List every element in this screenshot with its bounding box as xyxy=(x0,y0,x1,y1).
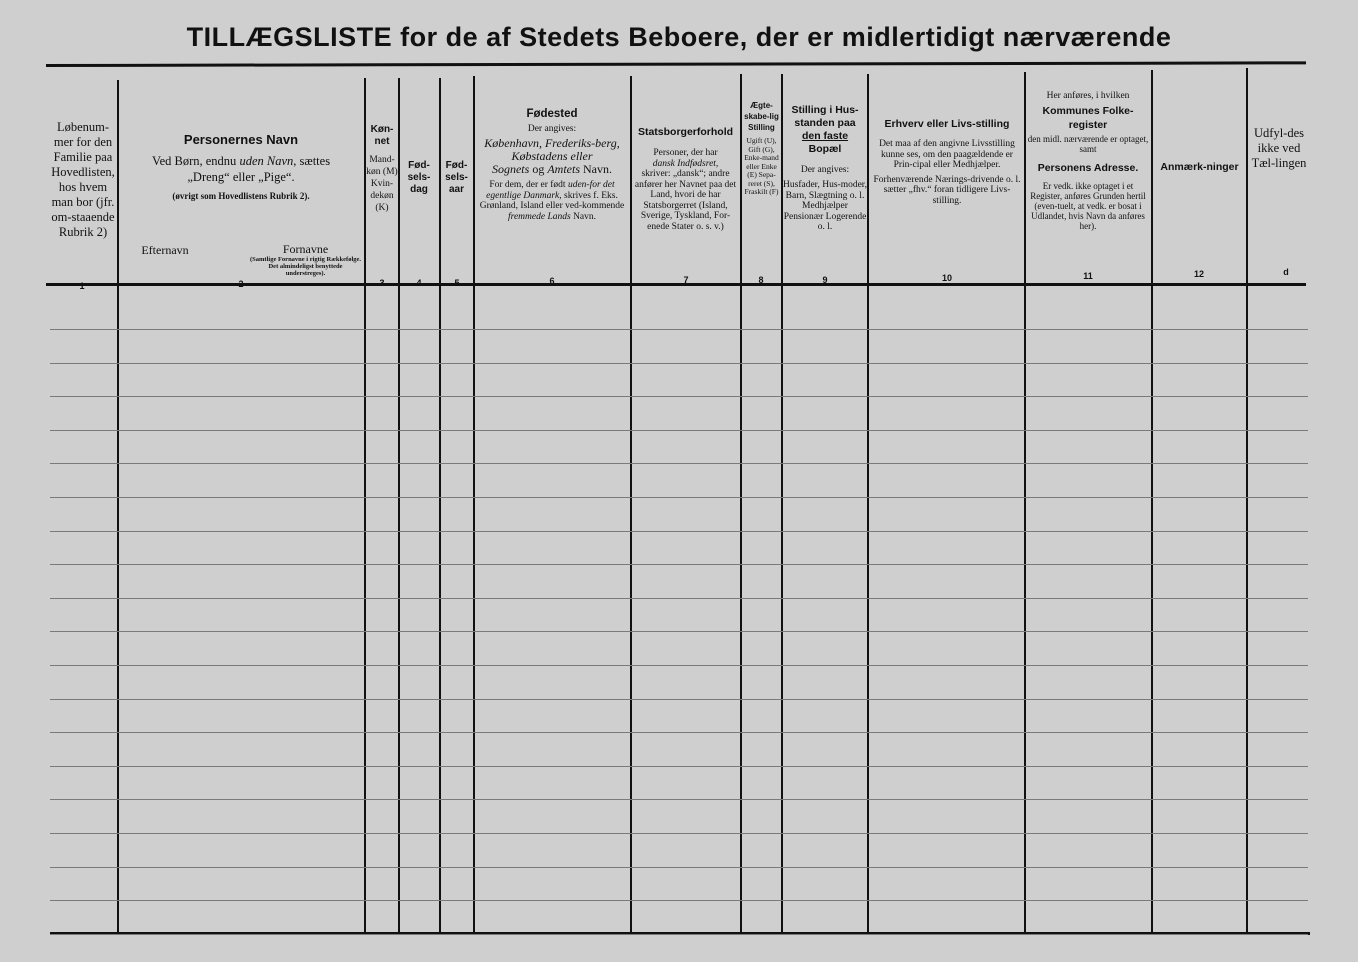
col8-text: Ugift (U), Gift (G), Enke-mand eller Enke (E) Sepa-reret (S), Fraskilt (F) xyxy=(744,136,779,196)
col3-heading: Køn-net xyxy=(370,124,394,147)
col2-note: (øvrigt som Hovedlistens Rubrik 2). xyxy=(172,191,310,201)
ruled-line xyxy=(50,934,1308,935)
ruled-line xyxy=(50,329,1308,330)
col6-l3a: For dem, der er født xyxy=(489,180,568,190)
col6-l3d: fremmede Lands xyxy=(507,211,571,222)
ruled-line xyxy=(50,799,1308,800)
col2-line1b: uden Navn xyxy=(239,154,294,168)
col13-header xyxy=(1250,126,1308,171)
col6-l2a: Sognets xyxy=(491,162,530,176)
col6-l3 xyxy=(476,180,628,222)
col6-l2 xyxy=(476,163,628,176)
col-divider xyxy=(117,80,119,932)
col-divider xyxy=(1024,72,1026,932)
col8-heading: Ægte-skabe-lig Stilling xyxy=(744,101,779,132)
col6-l2b: og xyxy=(529,162,548,176)
col1-header xyxy=(50,120,116,240)
col2-line1a: Ved Børn, endnu xyxy=(151,154,240,168)
ruled-line xyxy=(50,531,1308,532)
col9-text: Husfader, Hus-moder, Barn, Slægtning o. l. Medhjælper Pensionær Logerende o. l. xyxy=(783,180,867,232)
col-divider xyxy=(398,78,400,932)
col3-header xyxy=(366,124,398,214)
ruled-line xyxy=(50,396,1308,397)
col11-heading2: Personens Adresse. xyxy=(1037,162,1139,174)
ruled-line xyxy=(50,867,1308,868)
ruled-line xyxy=(50,463,1308,464)
col6-l2c: Amtets xyxy=(547,162,580,176)
col-divider xyxy=(867,74,869,932)
col6-l2d: Navn. xyxy=(580,162,612,176)
col-divider xyxy=(473,76,475,932)
col6-header xyxy=(476,108,628,222)
col7-text2: dansk Indfødsret, xyxy=(652,158,719,169)
col13-number: d xyxy=(1283,267,1289,277)
col7-number: 7 xyxy=(683,275,689,285)
col11-text1: den midl. nærværende er optaget, samt xyxy=(1027,134,1149,154)
col3-text: Mand-køn (M) Kvin-dekøn (K) xyxy=(366,155,398,213)
col9-heading3: Bopæl xyxy=(808,143,842,155)
col13-text: Udfyl-des ikke ved Tæl-lingen xyxy=(1251,126,1307,170)
col6-l3c: skrives f. Eks. Grønland, Island eller ved-kommende xyxy=(479,190,625,211)
ruled-line xyxy=(50,732,1308,733)
col6-l1: København, Frederiks-berg, Købstadens eller xyxy=(484,136,620,163)
ruled-line xyxy=(50,900,1308,901)
col2-line1 xyxy=(122,153,360,169)
col-divider xyxy=(740,74,742,932)
col6-l3e: Navn. xyxy=(570,211,597,222)
col2-line2: „Dreng“ eller „Pige“. xyxy=(187,170,295,184)
col9-sub: Der angives: xyxy=(800,165,850,175)
col10-text1: Det maa af den angivne Livsstilling kunne ses, om den paagældende er Prin-cipal eller Medhjælper. xyxy=(879,139,1015,170)
col12-header xyxy=(1153,160,1246,174)
col10-header xyxy=(872,116,1022,206)
col10-heading: Erhverv eller Livs-stilling xyxy=(884,118,1010,130)
col-divider xyxy=(1246,68,1248,932)
col11-top: Her anføres, i hvilken xyxy=(1046,91,1130,101)
col11-header xyxy=(1027,90,1149,231)
col10-number: 10 xyxy=(941,273,952,283)
col11-heading: Kommunes Folke-register xyxy=(1042,105,1134,131)
col11-text2: Er vedk. ikke optaget i et Register, anføres Grunden hertil (even-tuelt, at vedk. er bosat i Udlandet, hvis Navn da anføres her). xyxy=(1030,181,1146,231)
col3-number: 3 xyxy=(379,278,385,288)
col2-number: 2 xyxy=(238,279,244,289)
col9-heading1: Stilling i Hus-standen paa xyxy=(791,104,859,129)
col1-text: Løbenum-mer for den Familie paa Hovedlisten, hos hvem man bor (jfr. om-staaende Rubrik 2) xyxy=(51,120,115,239)
col-divider xyxy=(439,78,441,932)
col6-sub: Der angives: xyxy=(527,124,577,134)
ruled-line xyxy=(50,363,1308,364)
col6-heading: Fødested xyxy=(526,108,578,120)
col12-number: 12 xyxy=(1193,269,1204,279)
col7-text3: skriver: „dansk“; andre anfører her Navnet paa det Land, hvori de har Statsborgerret (Island, Sverige, Tyskland, For-enede Stater o. s. v.) xyxy=(634,169,737,232)
col2-heading: Personernes Navn xyxy=(183,132,299,147)
col9-heading2: den faste xyxy=(801,130,849,142)
ruled-line xyxy=(50,497,1308,498)
ruled-line xyxy=(50,430,1308,431)
col2-efternavn: Efternavn xyxy=(141,244,189,256)
col2-fornavne: Fornavne xyxy=(282,243,329,256)
ruled-line xyxy=(50,564,1308,565)
col5-number: 5 xyxy=(454,278,460,288)
ruled-line xyxy=(50,631,1308,632)
col4-number: 4 xyxy=(416,278,422,288)
col10-text2: Forhenværende Nærings-drivende o. l. sætter „fhv.“ foran tidligere Livs-stilling. xyxy=(873,174,1021,206)
col9-number: 9 xyxy=(822,275,828,285)
ruled-line xyxy=(50,665,1308,666)
col2-header xyxy=(122,132,360,202)
col-divider xyxy=(1151,70,1153,932)
col2-fornavne-note: (Samtlige Fornavne i rigtig Rækkefølge. Det almindeligst benyttede understreges). xyxy=(249,256,362,277)
col5-heading: Fød-sels-aar xyxy=(445,160,468,195)
col7-heading: Statsborgerforhold xyxy=(637,126,734,138)
col1-number: 1 xyxy=(79,281,85,291)
ruled-line xyxy=(50,833,1308,834)
col11-number: 11 xyxy=(1083,271,1093,281)
col2-sub-right xyxy=(248,243,363,277)
col2-line1c: , sættes xyxy=(293,154,331,168)
ruled-line xyxy=(50,598,1308,599)
col4-heading: Fød-sels-dag xyxy=(407,160,431,195)
col6-l3b: uden-for det egentlige Danmark, xyxy=(486,180,615,201)
ruled-line xyxy=(50,766,1308,767)
ruled-line xyxy=(50,699,1308,700)
col7-header xyxy=(632,126,739,232)
col6-number: 6 xyxy=(549,276,555,286)
col12-heading: Anmærk-ninger xyxy=(1160,161,1239,173)
top-border xyxy=(46,61,1306,67)
col8-header xyxy=(742,100,781,197)
col5-header xyxy=(441,160,472,196)
col4-header xyxy=(400,160,438,196)
col7-text1: Personer, der har xyxy=(653,148,718,158)
col9-header xyxy=(783,104,867,233)
col8-number: 8 xyxy=(758,275,764,285)
form-title: TILLÆGSLISTE for de af Stedets Beboere, der er midlertidigt nærværende xyxy=(186,22,1172,52)
col2-sub-left xyxy=(130,244,200,256)
